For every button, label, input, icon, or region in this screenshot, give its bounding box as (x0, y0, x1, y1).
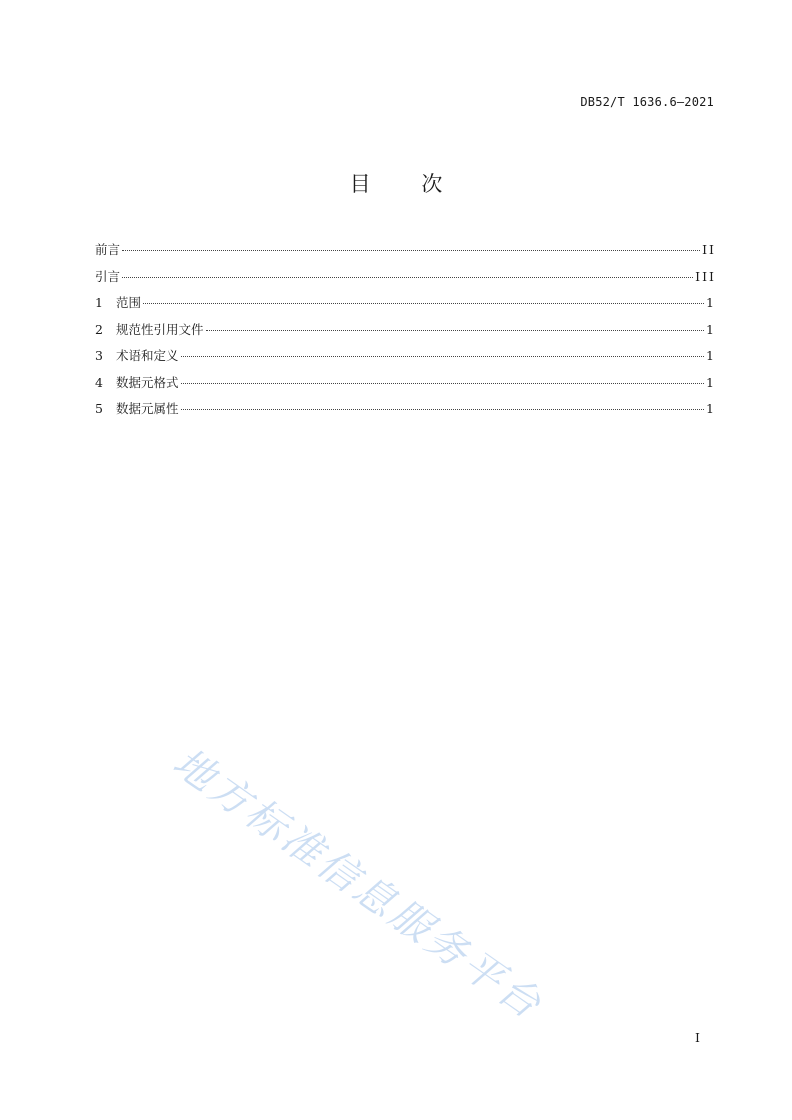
toc-entry-page: 1 (706, 348, 716, 363)
toc-entry-label: 规范性引用文件 (116, 321, 204, 337)
page-number: I (695, 1030, 700, 1045)
toc-entry-number: 4 (95, 374, 103, 390)
toc-entry-label: 前言 (95, 242, 121, 257)
toc-entry-scope[interactable] (95, 293, 716, 320)
toc-entry-label: 数据元格式 (116, 374, 179, 390)
toc-title-char-1: 目 (349, 172, 371, 196)
toc-leader-dots (181, 409, 705, 410)
toc-entry-terms-definitions[interactable] (95, 346, 716, 373)
toc-leader-dots (122, 250, 700, 251)
toc-entry-label: 数据元属性 (116, 401, 179, 416)
toc-leader-dots (122, 277, 693, 278)
toc-entry-page: III (695, 268, 716, 284)
toc-leader-dots (143, 303, 704, 304)
toc-entry-number: 1 (95, 295, 103, 310)
toc-entry-foreword[interactable] (95, 240, 716, 267)
toc-entry-number: 2 (95, 321, 103, 337)
watermark: 地方标准信息服务平台 (164, 739, 552, 1030)
toc-title (0, 168, 792, 198)
toc-entry-normative-references[interactable] (95, 320, 716, 347)
toc-leader-dots (206, 330, 705, 331)
toc-entry-label: 引言 (95, 268, 121, 284)
toc-entry-label: 术语和定义 (116, 348, 179, 363)
standard-number: DB52/T 1636.6—2021 (580, 95, 714, 109)
toc-entry-number: 5 (95, 401, 103, 416)
toc-leader-dots (181, 383, 705, 384)
toc-entry-number: 3 (95, 348, 103, 363)
toc-entry-introduction[interactable] (95, 267, 716, 294)
toc-entry-page: II (702, 242, 716, 257)
toc-entry-page: 1 (706, 295, 716, 310)
toc-entry-data-element-attributes[interactable] (95, 399, 716, 426)
toc-title-char-2: 次 (421, 172, 443, 196)
toc-entry-label: 范围 (116, 295, 142, 310)
toc-entry-page: 1 (706, 374, 716, 390)
toc-entry-data-element-format[interactable] (95, 373, 716, 400)
toc-entry-page: 1 (706, 321, 716, 337)
toc-entry-page: 1 (706, 401, 716, 416)
toc-leader-dots (181, 356, 705, 357)
table-of-contents (95, 240, 716, 426)
